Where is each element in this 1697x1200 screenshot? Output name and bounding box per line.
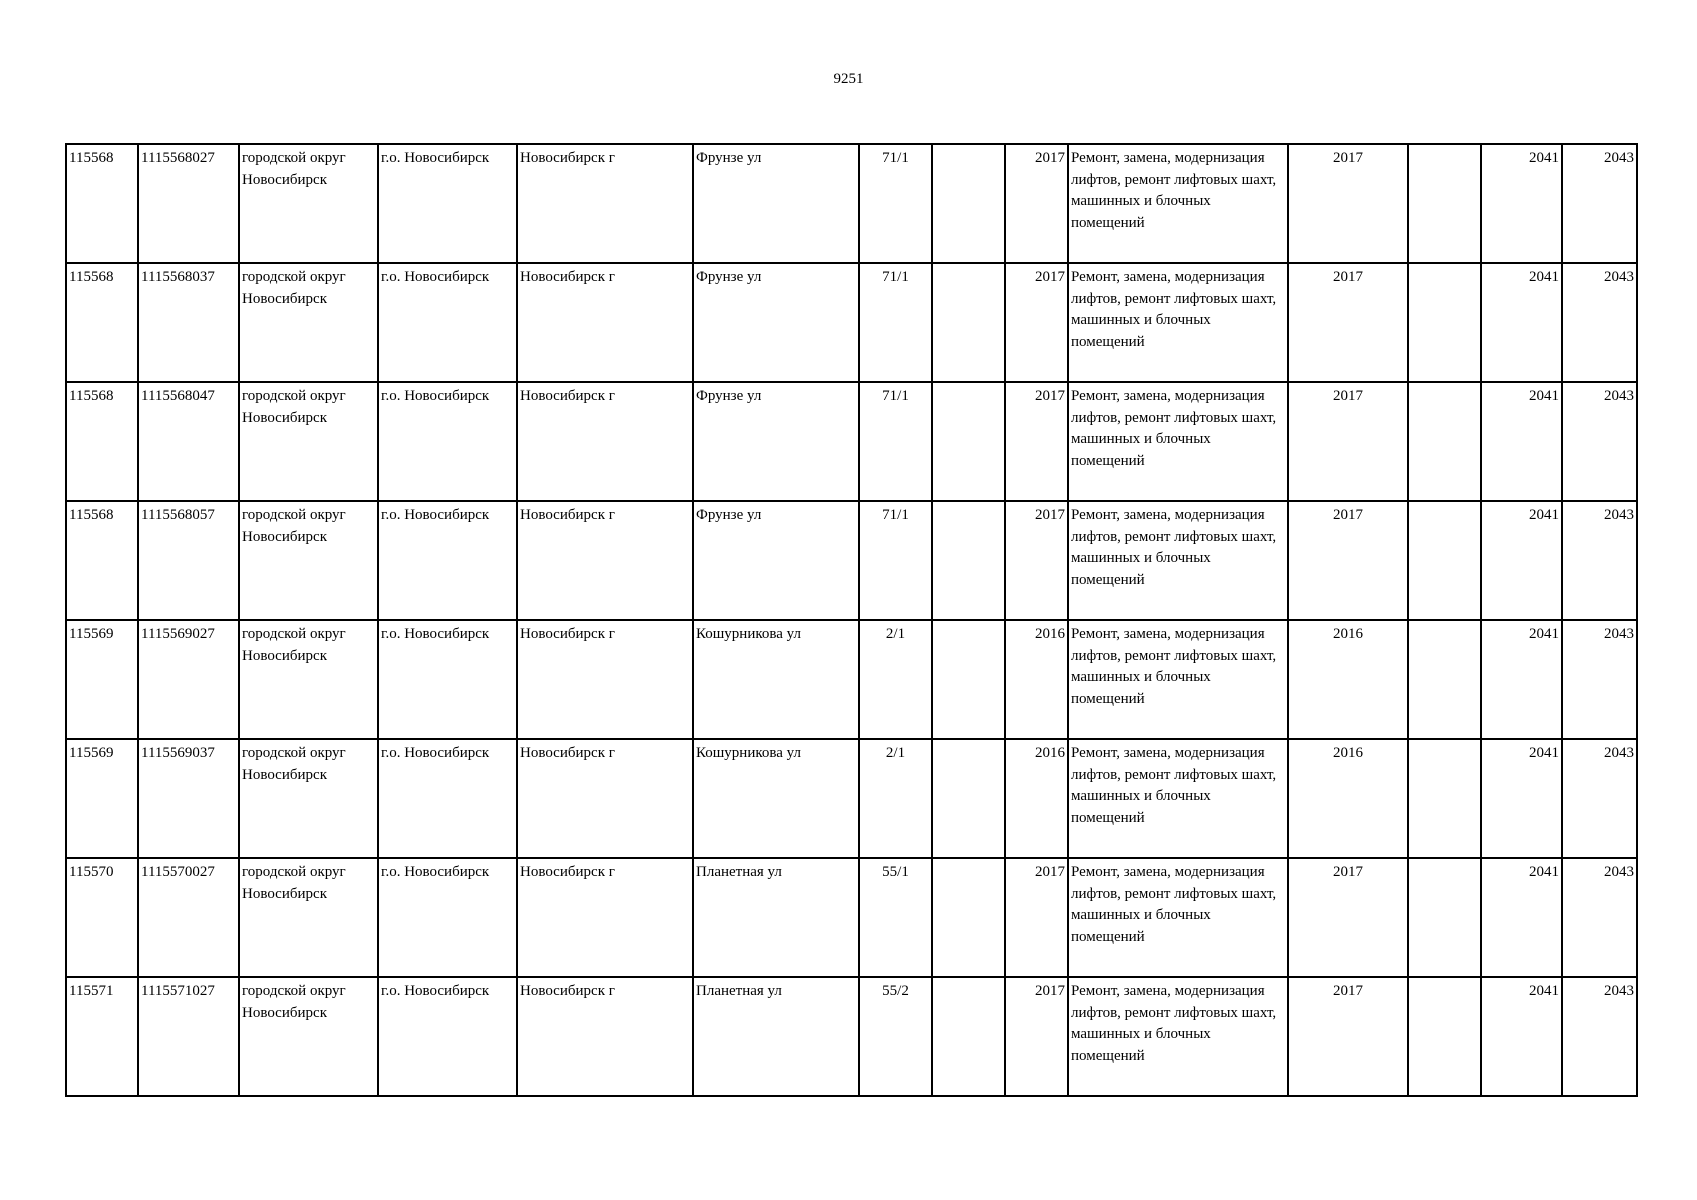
- planned-start-year-cell: 2041: [1481, 858, 1562, 977]
- municipality-cell: городской округ Новосибирск: [239, 977, 378, 1096]
- table-row: [66, 501, 1637, 620]
- object-id-cell: 115568: [66, 501, 138, 620]
- object-id-cell: 115568: [66, 144, 138, 263]
- object-id-cell: 115568: [66, 263, 138, 382]
- municipality-cell: городской округ Новосибирск: [239, 858, 378, 977]
- planned-start-year-cell: 2041: [1481, 977, 1562, 1096]
- district-cell: г.о. Новосибирск: [378, 739, 517, 858]
- table-row: [66, 144, 1637, 263]
- planned-end-year-cell: 2043: [1562, 858, 1637, 977]
- district-cell: г.о. Новосибирск: [378, 858, 517, 977]
- district-cell: г.о. Новосибирск: [378, 977, 517, 1096]
- planned-end-year-cell: 2043: [1562, 739, 1637, 858]
- year-cell: 2016: [1005, 739, 1068, 858]
- municipality-cell: городской округ Новосибирск: [239, 501, 378, 620]
- year-cell: 2017: [1005, 382, 1068, 501]
- district-cell: г.о. Новосибирск: [378, 501, 517, 620]
- work-type-cell: Ремонт, замена, модернизация лифтов, ремонт лифтовых шахт, машинных и блочных помещений: [1068, 977, 1288, 1096]
- table-row: [66, 858, 1637, 977]
- planned-start-year-cell: 2041: [1481, 263, 1562, 382]
- record-code-cell: 1115568027: [138, 144, 239, 263]
- street-cell: Фрунзе ул: [693, 144, 859, 263]
- empty-cell: [932, 144, 1005, 263]
- empty-cell: [1408, 620, 1481, 739]
- settlement-cell: Новосибирск г: [517, 501, 693, 620]
- object-id-cell: 115568: [66, 382, 138, 501]
- district-cell: г.о. Новосибирск: [378, 620, 517, 739]
- year-cell: 2017: [1005, 263, 1068, 382]
- house-number-cell: 55/1: [859, 858, 932, 977]
- house-number-cell: 2/1: [859, 739, 932, 858]
- work-type-cell: Ремонт, замена, модернизация лифтов, ремонт лифтовых шахт, машинных и блочных помещений: [1068, 858, 1288, 977]
- year-cell: 2017: [1288, 977, 1408, 1096]
- planned-start-year-cell: 2041: [1481, 739, 1562, 858]
- empty-cell: [932, 977, 1005, 1096]
- work-type-cell: Ремонт, замена, модернизация лифтов, ремонт лифтовых шахт, машинных и блочных помещений: [1068, 739, 1288, 858]
- object-id-cell: 115570: [66, 858, 138, 977]
- settlement-cell: Новосибирск г: [517, 263, 693, 382]
- record-code-cell: 1115568057: [138, 501, 239, 620]
- municipality-cell: городской округ Новосибирск: [239, 263, 378, 382]
- planned-end-year-cell: 2043: [1562, 382, 1637, 501]
- municipality-cell: городской округ Новосибирск: [239, 144, 378, 263]
- street-cell: Фрунзе ул: [693, 501, 859, 620]
- object-id-cell: 115569: [66, 620, 138, 739]
- municipality-cell: городской округ Новосибирск: [239, 382, 378, 501]
- object-id-cell: 115569: [66, 739, 138, 858]
- empty-cell: [1408, 382, 1481, 501]
- street-cell: Планетная ул: [693, 858, 859, 977]
- settlement-cell: Новосибирск г: [517, 144, 693, 263]
- planned-end-year-cell: 2043: [1562, 501, 1637, 620]
- work-type-cell: Ремонт, замена, модернизация лифтов, ремонт лифтовых шахт, машинных и блочных помещений: [1068, 382, 1288, 501]
- table-row: [66, 263, 1637, 382]
- street-cell: Планетная ул: [693, 977, 859, 1096]
- empty-cell: [932, 501, 1005, 620]
- district-cell: г.о. Новосибирск: [378, 382, 517, 501]
- year-cell: 2016: [1005, 620, 1068, 739]
- records-table: [65, 143, 1638, 1097]
- record-code-cell: 1115569037: [138, 739, 239, 858]
- year-cell: 2017: [1288, 858, 1408, 977]
- record-code-cell: 1115568037: [138, 263, 239, 382]
- planned-end-year-cell: 2043: [1562, 263, 1637, 382]
- table-row: [66, 620, 1637, 739]
- settlement-cell: Новосибирск г: [517, 739, 693, 858]
- house-number-cell: 2/1: [859, 620, 932, 739]
- street-cell: Кошурникова ул: [693, 739, 859, 858]
- empty-cell: [1408, 144, 1481, 263]
- record-code-cell: 1115569027: [138, 620, 239, 739]
- empty-cell: [1408, 977, 1481, 1096]
- street-cell: Кошурникова ул: [693, 620, 859, 739]
- empty-cell: [1408, 739, 1481, 858]
- planned-start-year-cell: 2041: [1481, 144, 1562, 263]
- house-number-cell: 71/1: [859, 263, 932, 382]
- work-type-cell: Ремонт, замена, модернизация лифтов, ремонт лифтовых шахт, машинных и блочных помещений: [1068, 263, 1288, 382]
- page-number: 9251: [833, 71, 864, 87]
- planned-start-year-cell: 2041: [1481, 501, 1562, 620]
- settlement-cell: Новосибирск г: [517, 858, 693, 977]
- settlement-cell: Новосибирск г: [517, 977, 693, 1096]
- house-number-cell: 71/1: [859, 501, 932, 620]
- planned-start-year-cell: 2041: [1481, 620, 1562, 739]
- record-code-cell: 1115571027: [138, 977, 239, 1096]
- house-number-cell: 71/1: [859, 382, 932, 501]
- empty-cell: [1408, 501, 1481, 620]
- record-code-cell: 1115570027: [138, 858, 239, 977]
- work-type-cell: Ремонт, замена, модернизация лифтов, ремонт лифтовых шахт, машинных и блочных помещений: [1068, 501, 1288, 620]
- year-cell: 2017: [1005, 858, 1068, 977]
- empty-cell: [932, 620, 1005, 739]
- table-row: [66, 382, 1637, 501]
- empty-cell: [932, 263, 1005, 382]
- house-number-cell: 55/2: [859, 977, 932, 1096]
- table-row: [66, 977, 1637, 1096]
- year-cell: 2017: [1005, 144, 1068, 263]
- year-cell: 2017: [1288, 144, 1408, 263]
- street-cell: Фрунзе ул: [693, 382, 859, 501]
- year-cell: 2017: [1005, 977, 1068, 1096]
- house-number-cell: 71/1: [859, 144, 932, 263]
- record-code-cell: 1115568047: [138, 382, 239, 501]
- district-cell: г.о. Новосибирск: [378, 144, 517, 263]
- empty-cell: [1408, 263, 1481, 382]
- year-cell: 2017: [1005, 501, 1068, 620]
- year-cell: 2017: [1288, 382, 1408, 501]
- district-cell: г.о. Новосибирск: [378, 263, 517, 382]
- year-cell: 2017: [1288, 263, 1408, 382]
- empty-cell: [932, 858, 1005, 977]
- empty-cell: [1408, 858, 1481, 977]
- empty-cell: [932, 382, 1005, 501]
- empty-cell: [932, 739, 1005, 858]
- object-id-cell: 115571: [66, 977, 138, 1096]
- work-type-cell: Ремонт, замена, модернизация лифтов, ремонт лифтовых шахт, машинных и блочных помещений: [1068, 620, 1288, 739]
- planned-start-year-cell: 2041: [1481, 382, 1562, 501]
- work-type-cell: Ремонт, замена, модернизация лифтов, ремонт лифтовых шахт, машинных и блочных помещений: [1068, 144, 1288, 263]
- year-cell: 2016: [1288, 739, 1408, 858]
- settlement-cell: Новосибирск г: [517, 382, 693, 501]
- municipality-cell: городской округ Новосибирск: [239, 739, 378, 858]
- planned-end-year-cell: 2043: [1562, 144, 1637, 263]
- year-cell: 2017: [1288, 501, 1408, 620]
- municipality-cell: городской округ Новосибирск: [239, 620, 378, 739]
- street-cell: Фрунзе ул: [693, 263, 859, 382]
- planned-end-year-cell: 2043: [1562, 620, 1637, 739]
- year-cell: 2016: [1288, 620, 1408, 739]
- planned-end-year-cell: 2043: [1562, 977, 1637, 1096]
- settlement-cell: Новосибирск г: [517, 620, 693, 739]
- table-row: [66, 739, 1637, 858]
